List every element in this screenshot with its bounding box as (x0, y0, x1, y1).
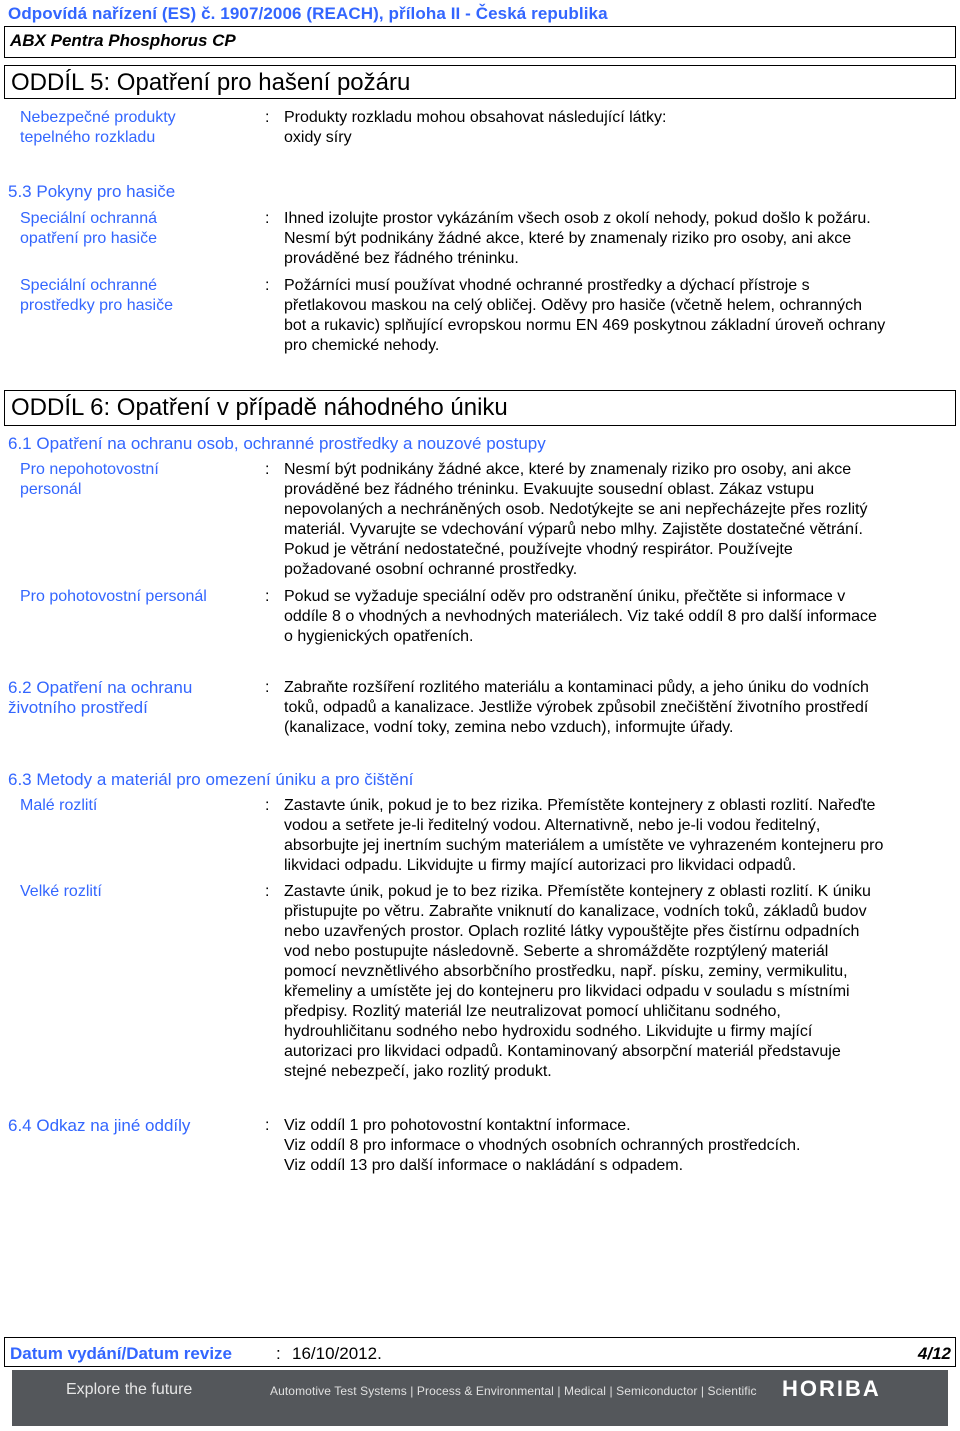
reference-value (284, 1116, 956, 1176)
emergency-label: Pro pohotovostní personál (20, 588, 207, 605)
value-line: Nesmí být podnikány žádné akce, které by znamenaly riziko pro osoby, ani akce (284, 461, 852, 478)
value-line: prováděné bez řádného tréninku. (284, 250, 519, 267)
page-number: 4/12 (917, 1344, 951, 1363)
decomposition-label-line: Nebezpečné produkty (20, 109, 176, 126)
horiba-logo: HORIBA (782, 1376, 881, 1401)
value-line: Pokud je větrání nedostatečné, používejte vhodný respirátor. Používejte (284, 541, 793, 558)
decomposition-label-line: tepelného rozkladu (20, 129, 156, 146)
colon: : (265, 883, 270, 900)
label-line: Speciální ochranné (20, 277, 157, 294)
value-line: likvidaci odpadu. Likvidujte u firmy mající autorizaci pro likvidaci odpadů. (284, 857, 797, 874)
value-line: stejné nebezpečí, jako rozlitý produkt. (284, 1063, 552, 1080)
section-6-title: ODDÍL 6: Opatření v případě náhodného úniku (4, 390, 956, 426)
small-spill-label: Malé rozlití (20, 797, 98, 814)
value-line: Viz oddíl 8 pro informace o vhodných osobních ochranných prostředcích. (284, 1137, 801, 1154)
value-line: prováděné bez řádného tréninku. Evakuujte sousední oblast. Zákaz vstupu (284, 481, 815, 498)
value-line: Nesmí být podnikány žádné akce, které by znamenaly riziko pro osoby, ani akce (284, 230, 852, 247)
label-line: Pro nepohotovostní (20, 461, 159, 478)
value-line: Zastavte únik, pokud je to bez rizika. Přemístěte kontejnery z oblasti rozlití. Nařeďte (284, 797, 876, 814)
banner-slogan: Explore the future (66, 1381, 193, 1398)
colon: : (265, 277, 270, 294)
footer (4, 1337, 956, 1367)
decomposition-label (20, 108, 176, 148)
value-line: bot a rukavic) splňující evropskou normu EN 469 poskytnou základní úroveň ochrany (284, 317, 886, 334)
product-name: ABX Pentra Phosphorus CP (10, 31, 236, 50)
footer-date: 16/10/2012. (292, 1344, 382, 1363)
colon: : (265, 679, 270, 696)
regulation-header: Odpovídá nařízení (ES) č. 1907/2006 (REACH), příloha II - Česká republika (8, 4, 608, 23)
horiba-banner (12, 1370, 948, 1426)
subsection-5-3: 5.3 Pokyny pro hasiče (8, 182, 176, 201)
large-spill-label: Velké rozlití (20, 883, 102, 900)
label-line: Speciální ochranná (20, 210, 157, 227)
non-emergency-value (284, 460, 956, 580)
colon: : (265, 588, 270, 605)
large-spill-value (284, 882, 956, 1082)
footer-colon: : (276, 1344, 281, 1363)
colon: : (265, 109, 270, 126)
value-line: Viz oddíl 1 pro pohotovostní kontaktní informace. (284, 1117, 631, 1134)
value-line: předpisy. Rozlitý materiál lze neutralizovat pomocí uhličitanu sodného, (284, 1003, 781, 1020)
environment-label (8, 678, 192, 718)
value-line: oddíle 8 o vhodných a nevhodných materiálech. Viz také oddíl 8 pro další informace (284, 608, 877, 625)
environment-value (284, 678, 956, 738)
colon: : (265, 797, 270, 814)
value-line: přetlakovou maskou na celý obličej. Oděvy pro hasiče (včetně helem, ochranných (284, 297, 863, 314)
value-line: přistupujte po větru. Zabraňte vniknutí do kanalizace, vodních toků, základů budov (284, 903, 867, 920)
value-line: autorizaci pro likvidaci odpadů. Kontaminovaný absorpční materiál představuje (284, 1043, 841, 1060)
label-line: prostředky pro hasiče (20, 297, 173, 314)
value-line: Zastavte únik, pokud je to bez rizika. Přemístěte kontejnery z oblasti rozlití. K úniku (284, 883, 871, 900)
value-line: materiál. Vyvarujte se vdechování výparů nebo mlhy. Zajistěte dostatečné větrání. (284, 521, 863, 538)
value-line: o hygienických opatřeních. (284, 628, 474, 645)
value-line: hydrouhličitanu sodného nebo hydroxidu sodného. Likvidujte u firmy mající (284, 1023, 813, 1040)
special-measures-label (20, 209, 157, 249)
value-line: Produkty rozkladu mohou obsahovat následující látky: (284, 109, 667, 126)
value-line: Viz oddíl 13 pro další informace o nakládání s odpadem. (284, 1157, 684, 1174)
value-line: Požárníci musí používat vhodné ochranné prostředky a dýchací přístroje s (284, 277, 810, 294)
label-line: opatření pro hasiče (20, 230, 157, 247)
subsection-6-3: 6.3 Metody a materiál pro omezení úniku a pro čištění (8, 770, 414, 789)
value-line: Ihned izolujte prostor vykázáním všech osob z okolí nehody, pokud došlo k požáru. (284, 210, 871, 227)
value-line: vod nebo postupujte následovně. Seberte a shromážděte rozptýlený materiál (284, 943, 829, 960)
special-measures-value (284, 209, 956, 269)
colon: : (265, 1117, 270, 1134)
value-line: křemeliny a umístěte jej do kontejneru pro likvidaci odpadu v souladu s místními (284, 983, 850, 1000)
value-line: vodou a setřete je-li ředitelný vodou. Alternativně, nebo je-li vodou ředitelný, (284, 817, 821, 834)
colon: : (265, 461, 270, 478)
label-line: životního prostředí (8, 698, 148, 717)
value-line: Zabraňte rozšíření rozlitého materiálu a kontaminaci půdy, a jeho úniku do vodních (284, 679, 869, 696)
product-name-box (4, 26, 956, 58)
emergency-value (284, 587, 956, 647)
value-line: nebo uzavřených prostor. Oplach rozlité látky vypouštějte přes čistírnu odpadních (284, 923, 860, 940)
small-spill-value (284, 796, 956, 876)
special-equipment-label (20, 276, 173, 316)
label-line: 6.2 Opatření na ochranu (8, 678, 193, 697)
subsection-6-1: 6.1 Opatření na ochranu osob, ochranné prostředky a nouzové postupy (8, 434, 546, 453)
decomposition-value (284, 108, 956, 148)
banner-divisions: Automotive Test Systems | Process & Environmental | Medical | Semiconductor | Scientific (270, 1384, 757, 1398)
colon: : (265, 210, 270, 227)
label-line: personál (20, 481, 82, 498)
value-line: pro chemické nehody. (284, 337, 440, 354)
footer-date-label: Datum vydání/Datum revize (10, 1344, 233, 1363)
value-line: absorbujte jej inertním suchým materiálem a umístěte ve vyhrazeném kontejneru pro (284, 837, 884, 854)
non-emergency-label (20, 460, 159, 500)
special-equipment-value (284, 276, 956, 356)
value-line: požadované osobní ochranné prostředky. (284, 561, 578, 578)
section-5-title: ODDÍL 5: Opatření pro hašení požáru (4, 65, 956, 99)
reference-label: 6.4 Odkaz na jiné oddíly (8, 1116, 191, 1135)
value-line: pomocí nevznětlivého absorbčního prostředku, např. písku, zeminy, vermikulitu, (284, 963, 848, 980)
value-line: nepovolaných a nechráněných osob. Nedotýkejte se ani nepřecházejte přes rozlitý (284, 501, 868, 518)
value-line: oxidy síry (284, 129, 352, 146)
value-line: (kanalizace, vodní toky, zemina nebo vzduch), informujte úřady. (284, 719, 734, 736)
value-line: toků, odpadů a kanalizace. Jestliže výrobek způsobil znečištění životního prostředí (284, 699, 869, 716)
value-line: Pokud se vyžaduje speciální oděv pro odstranění úniku, přečtěte si informace v (284, 588, 846, 605)
